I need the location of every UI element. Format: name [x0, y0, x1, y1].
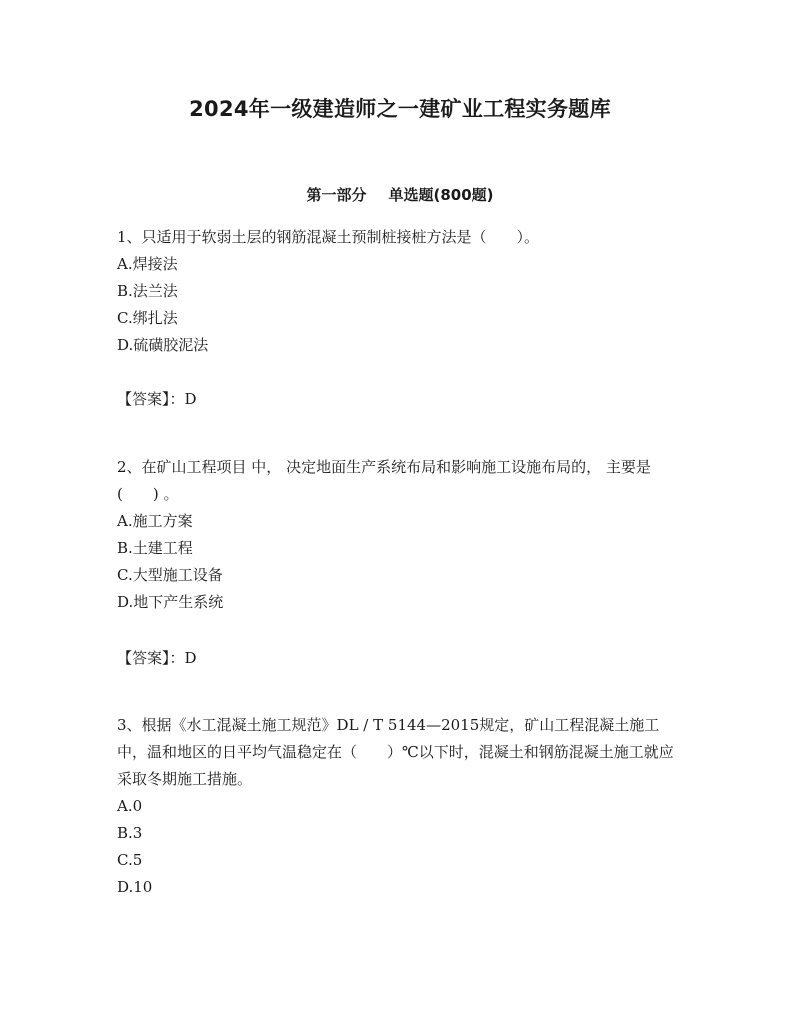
section-heading: [0, 183, 800, 207]
option-d: D.地下产生系统: [117, 593, 224, 611]
answer-2: [117, 645, 197, 672]
option-d: D.10: [117, 878, 153, 896]
document-title: 2024年一级建造师之一建矿业工程实务题库: [189, 97, 611, 121]
option-b: B.3: [117, 824, 143, 842]
answer-1: [117, 386, 197, 413]
option-c: C.大型施工设备: [117, 566, 223, 584]
question-stem: 1、只适用于软弱土层的钢筋混凝土预制桩接桩方法是（ ）。: [117, 228, 540, 246]
option-a: A.施工方案: [117, 512, 193, 530]
option-d: D.硫磺胶泥法: [117, 336, 209, 354]
answer-value: D: [184, 390, 197, 408]
question-2: [117, 454, 687, 616]
option-a: A.0: [117, 797, 143, 815]
question-1: [117, 224, 687, 359]
option-c: C.绑扎法: [117, 309, 178, 327]
option-a: A.焊接法: [117, 255, 178, 273]
answer-label: 【答案】：: [117, 390, 185, 408]
answer-value: D: [184, 649, 197, 667]
question-stem: 3、根据《水工混凝土施工规范》DL / T 5144—2015规定，矿山工程混凝土施工中，温和地区的日平均气温稳定在（ ）℃以下时，混凝土和钢筋混凝土施工就应采取冬期施工措施。: [117, 716, 674, 788]
option-c: C.5: [117, 851, 143, 869]
section-name: 单选题(800题): [388, 186, 494, 204]
answer-label: 【答案】：: [117, 649, 185, 667]
option-b: B.土建工程: [117, 539, 193, 557]
question-stem: 2、在矿山工程项目 中， 决定地面生产系统布局和影响施工设施布局的， 主要是( ) 。: [117, 458, 651, 503]
question-3: [117, 712, 687, 901]
section-part: 第一部分: [306, 186, 367, 204]
option-b: B.法兰法: [117, 282, 178, 300]
